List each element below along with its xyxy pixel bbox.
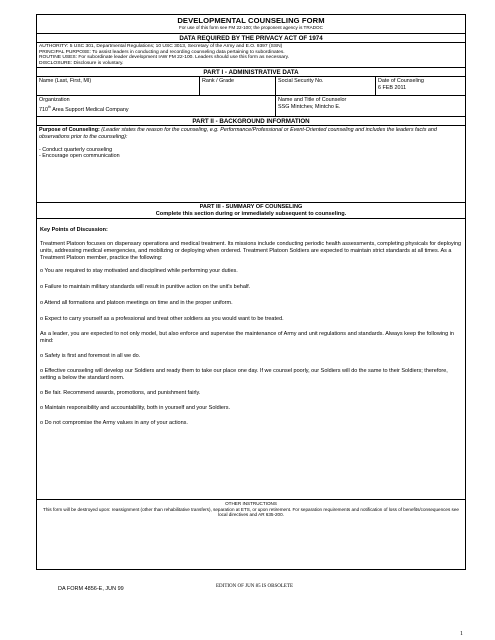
part1-header: PART I - ADMINISTRATIVE DATA <box>37 68 465 77</box>
purpose-item: - Encourage open communication <box>39 153 120 160</box>
paragraph: o Attend all formations and platoon meetings on time and in the proper uniform. <box>40 299 233 306</box>
other-instructions <box>37 500 465 519</box>
counselor-label: Name and Title of Counselor <box>278 97 347 104</box>
name-field[interactable] <box>37 77 199 95</box>
purpose-label: Purpose of Counseling: <box>39 127 100 134</box>
privacy-authority: AUTHORITY: 5 USC 301, Departmental Regulations; 10 USC 3013, Secretary of the Army and E.O. 9397 (SSN) <box>39 44 283 49</box>
purpose-text <box>39 127 463 140</box>
purpose-instruction: (Leader states the reason for the counseling, e.g. Performance/Professional or Event-Oriented counseling and includes the leaders facts and observations prior to the counseling): <box>39 127 437 140</box>
paragraph: o Failure to maintain military standards will result in punitive action on the unit's behalf. <box>40 283 251 290</box>
privacy-disclosure: DISCLOSURE: Disclosure is voluntary. <box>39 60 124 66</box>
privacy-principal-purpose: PRINCIPAL PURPOSE: To assist leaders in conducting and recording counseling data pertaining to subordinates. <box>39 49 285 55</box>
part2-header: PART II - BACKGROUND INFORMATION <box>37 117 465 126</box>
form-number: DA FORM 4856-E, JUN 99 <box>58 586 124 592</box>
summary-of-counseling[interactable] <box>37 227 465 500</box>
counselor-field[interactable] <box>275 96 465 116</box>
paragraph: o Safety is first and foremost in all we do. <box>40 352 141 359</box>
organization-field[interactable] <box>37 96 275 116</box>
paragraph: Treatment Platoon focuses on dispensary operations and medical treatment. Its missions include conducting periodic health assessments, completing physicals for deploying units, addressing medical emergencies, and mobilizing or deploying when ordered. Treatment Platoon Soldiers are expected to maintain strict standards at all times. As a Treatment Platoon member, practice the following: <box>40 240 462 261</box>
paragraph: o Maintain responsibility and accountability, both in yourself and your Soldiers. <box>40 404 231 411</box>
ssn-label: Social Security No. <box>278 78 324 85</box>
date-value: 6 FEB 2011 <box>378 84 407 91</box>
organization-value: 710th Area Support Medical Company <box>39 104 129 113</box>
other-instructions-text: This form will be destroyed upon: reassignment (other than rehabilitative transfers), separation at ETS, or upon retirement. For separation requirements and notification of loss of benefits/consequences see local directives and AR 635-200. <box>43 506 459 518</box>
purpose-of-counseling[interactable] <box>37 126 465 203</box>
purpose-item: - Conduct quarterly counseling <box>39 146 113 153</box>
form-subtitle: For use of this form see FM 22-100; the proponent agency is TRADOC <box>179 25 323 30</box>
date-field[interactable] <box>375 77 465 95</box>
paragraph: o You are required to stay motivated and disciplined while performing your duties. <box>40 267 238 274</box>
form-title: DEVELOPMENTAL COUNSELING FORM <box>177 16 325 25</box>
privacy-act-header: DATA REQUIRED BY THE PRIVACY ACT OF 1974 <box>37 34 465 43</box>
paragraph: As a leader, you are expected to not only model, but also enforce and supervise the maintenance of Army and unit regulations and standards. Always keep the following in mind: <box>40 330 454 344</box>
admin-row-2 <box>37 96 465 117</box>
part3-subheader: Complete this section during or immediately subsequent to counseling. <box>155 210 347 217</box>
edition-note: EDITION OF JUN 85 IS OBSOLETE <box>216 584 294 589</box>
ssn-field[interactable] <box>275 77 375 95</box>
form-header <box>37 15 465 34</box>
counseling-form <box>36 14 466 570</box>
part3-header-block <box>37 203 465 219</box>
paragraph: o Effective counseling will develop our Soldiers and ready them to take our place one day. If we counsel poorly, our Soldiers will do the same to their Soldiers; therefore, setting a below the standard norm. <box>40 367 448 381</box>
privacy-act-statement <box>37 43 465 68</box>
name-label: Name (Last, First, MI) <box>39 78 92 85</box>
rank-label: Rank / Grade <box>202 78 235 85</box>
counselor-value: SSG Mintchev, Mintcho E. <box>278 103 341 110</box>
paragraph: o Be fair. Recommend awards, promotions, and punishment fairly. <box>40 389 201 396</box>
organization-label: Organization <box>39 97 70 104</box>
privacy-routine-uses: ROUTINE USES: For subordinate leader development IAW FM 22-100. Leaders should use this form as necessary. <box>39 55 290 61</box>
paragraph: o Do not compromise the Army values in any of your actions. <box>40 419 188 426</box>
admin-row-1 <box>37 77 465 96</box>
part3-header: PART III - SUMMARY OF COUNSELING <box>199 203 303 210</box>
key-points-label: Key Points of Discussion: <box>40 226 108 233</box>
paragraph: o Expect to carry yourself as a professional and treat other soldiers as you would want to be treated. <box>40 315 284 322</box>
page-number: 1 <box>460 631 463 637</box>
other-instructions-header: OTHER INSTRUCTIONS <box>225 500 277 506</box>
date-label: Date of Counseling <box>378 78 424 85</box>
rank-field[interactable] <box>199 77 275 95</box>
